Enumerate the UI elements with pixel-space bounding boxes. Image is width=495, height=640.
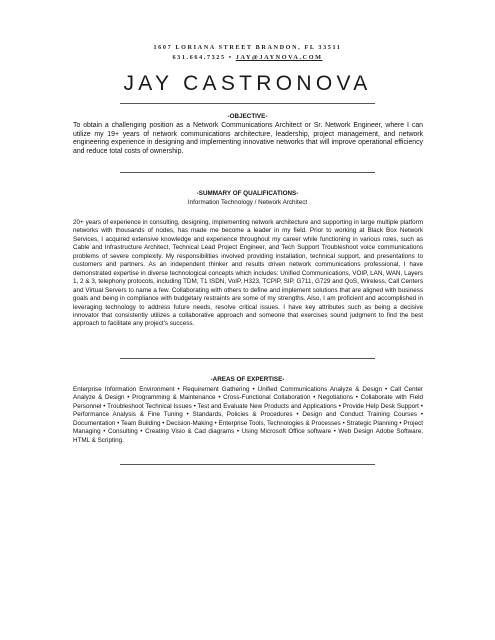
candidate-name: JAY CASTRONOVA (123, 72, 372, 95)
contact-line (0, 54, 495, 61)
objective-heading: -OBJECTIVE- (227, 113, 268, 120)
divider (120, 464, 375, 465)
address-line: 1607 LORIANA STREET BRANDON, FL 33511 (153, 44, 342, 51)
summary-subheading: Information Technology / Network Architect (187, 199, 308, 206)
objective-text: To obtain a challenging position as a Network Communications Architect or Sr. Network Engineer, where I can utilize my 19+ years of network communications architecture, leadership, project management, and network engineering experience in designing and implementing innovative networks that will improve operational efficiency and reduce total costs of ownership. (73, 122, 423, 155)
phone-number: 631.664.7325 (172, 54, 226, 61)
expertise-heading: -AREAS OF EXPERTISE- (210, 376, 285, 383)
expertise-text: Enterprise Information Environment • Requirement Gathering • Unified Communications Analyze & Design • Call Center Analyze & Design • Programming & Maintenance • Cross-Functional Collaboration • Negotiations • Collaborate with Field Personnel • Troubleshoot Technical Issues • Test and Evaluate New Products and Applications • Provide Help Desk Support • Performance Analysis & Fine Tuning • Standards, Policies & Procedures • Design and Conduct Training Courses • Documentation • Team Building • Decision-Making • Enterprise Tools, Technologies & Processes • Strategic Planning • Project Managing • Consulting • Creating Visio & Cad diagrams • Using Microsoft Office software • Web Design Adobe Software, HTML & Scripting. (73, 386, 423, 444)
divider (120, 103, 375, 104)
divider (120, 172, 375, 173)
contact-separator: • (228, 54, 233, 61)
email-link[interactable]: JAY@JAYNOVA.COM (235, 54, 323, 61)
summary-heading: -SUMMARY OF QUALIFICATIONS- (196, 190, 299, 197)
summary-text: 20+ years of experience in consulting, designing, implementing network architecture and supporting in large multiple platform networks with thousands of nodes, has made me become a leader in my field. Prior to working at Black Box Network Services, I acquired extensive knowledge and experience throughout my career while functioning in various roles, such as Cable and Infrastructure Architect, Technical Lead Project Engineer, and Tech Support Troubleshoot voice communications problems of severe complexity. My responsibilities involved providing installation, technical support, and presentations to customers and partners. As an independent thinker and results driven network communications professional, I have demonstrated expertise in diverse technological concepts which includes: Unified Communications, VOIP, LAN, WAN, Layers 1, 2 & 3, telephony protocols, including TDM, T1 ISDN, VoIP, H323, TCPIP, SIP, G711, G729 and QoS, Wireless, Call Centers and Virtual Servers to name a few. Collaborating with others to define and implement solutions that are aligned with business goals and being in compliance with budgetary restraints are some of my strengths. Also, I am proficient and accomplished in leveraging technology to address future needs, resolve critical issues. I have key attributes such as being a decisive innovator that consistently utilizes a collaborative approach and someone that exercises sound judgment to find the best approach to facilitate any project's success. (73, 219, 423, 328)
divider (120, 358, 375, 359)
